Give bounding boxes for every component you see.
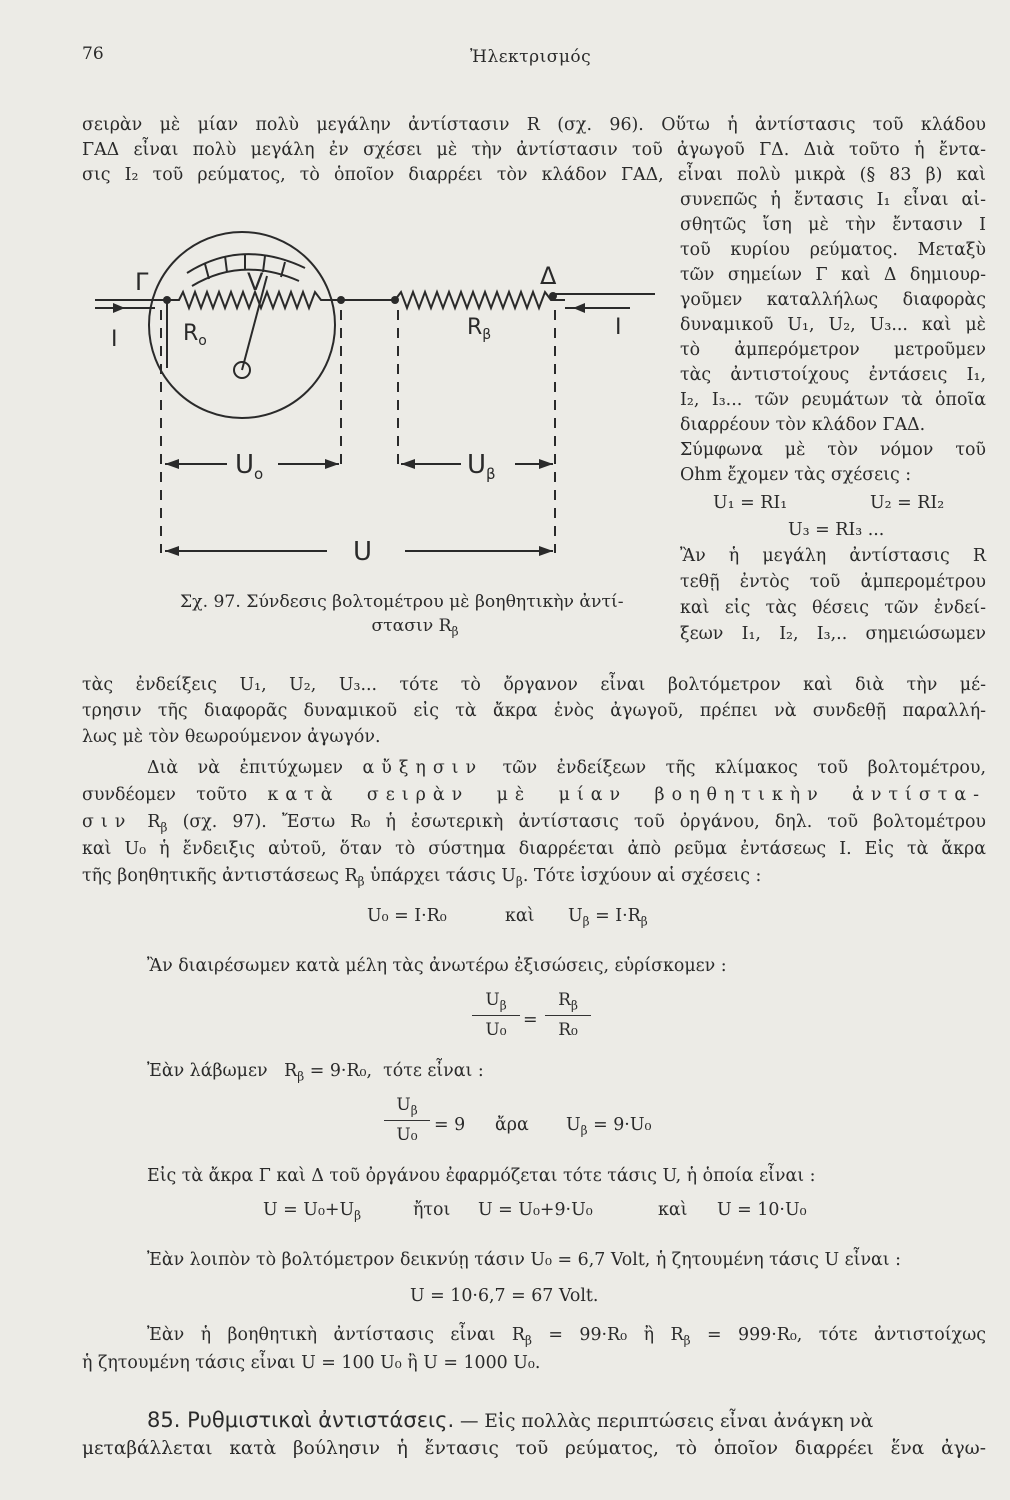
label-delta: Δ: [540, 262, 557, 290]
body-line: σειρὰν μὲ μίαν πολὺ μεγάλην ἀντίστασιν R (σχ. 96). Οὕτω ἡ ἀντίστασις τοῦ κλάδου: [82, 115, 986, 135]
figure-caption: [180, 590, 650, 643]
column-line: τῶν σημείων Γ καὶ Δ δημιουρ-: [680, 265, 986, 285]
fraction-rb-r0: $\frac{R_\beta}{\text{R₀}}$: [545, 990, 591, 1040]
body-line: μεταβάλλεται κατὰ βούλησιν ἡ ἔντασις τοῦ ρεύματος, τὸ ὁποῖον διαρρέει ἕνα ἀγω-: [82, 1438, 986, 1459]
voltmeter-circle: [149, 232, 335, 418]
label-voltmeter: V: [247, 268, 264, 296]
word-itoi: ἤτοι: [413, 1200, 451, 1220]
column-line: συνεπῶς ἡ ἔντασις I₁ εἶναι αἰ-: [680, 190, 986, 210]
equation-sum-3: U = 10·U₀: [717, 1200, 807, 1220]
equation-and: καὶ: [505, 906, 535, 926]
fraction-result: = 9: [434, 1115, 466, 1135]
word-kai: καὶ: [658, 1200, 688, 1220]
column-line: δυναμικοῦ U₁, U₂, U₃... καὶ μὲ: [680, 315, 986, 335]
equation-sum: $U = U_0+U_\beta$: [263, 1200, 362, 1223]
body-line: Εἰς τὰ ἄκρα Γ καὶ Δ τοῦ ὀργάνου ἐφαρμόζεται τότε τάσις U, ἡ ὁποία εἶναι :: [147, 1166, 816, 1186]
equation-ub-9u0: $U_\beta = 9\cdot U_0$: [566, 1115, 652, 1138]
caption-line-2: στασιν $R_\beta$: [371, 616, 459, 639]
column-line: γοῦμεν καταλλήλως διαφορὰς: [680, 290, 986, 310]
equation-u0: U₀ = I·R₀: [367, 906, 447, 926]
column-line: Ἂν ἡ μεγάλη ἀντίστασις R: [680, 546, 986, 566]
fraction-equals: =: [523, 1010, 538, 1030]
column-line: Σύμφωνα μὲ τὸν νόμον τοῦ: [680, 440, 986, 460]
body-line: τὰς ἐνδείξεις U₁, U₂, U₃... τότε τὸ ὄργανον εἶναι βολτόμετρον καὶ διὰ τὴν μέ-: [82, 675, 986, 695]
fraction-ub-u0: $\frac{U_\beta}{\text{U₀}}$: [472, 990, 520, 1040]
column-equation: U₁ = RI₁: [713, 493, 788, 513]
body-line: Διὰ νὰ ἐπιτύχωμεν αὔξησιν τῶν ἐνδείξεων τῆς κλίμακος τοῦ βολτομέτρου,: [147, 758, 986, 778]
label-current-right: I: [615, 315, 622, 340]
column-line: τεθῇ ἐντὸς τοῦ ἀμπερομέτρου: [680, 572, 986, 592]
column-equation: U₃ = RI₃ ...: [788, 520, 885, 540]
equation-ub: $U_\beta = I\cdot R_\beta$: [568, 906, 648, 929]
body-line: τῆς βοηθητικῆς ἀντιστάσεως $R_\beta$ ὑπάρχει τάσις $U_\beta$. Τότε ἰσχύουν αἱ σχέσεις :: [82, 866, 762, 889]
body-line: συνδέομεν τοῦτο κατὰ σειρὰν μὲ μίαν βοηθητικὴν ἀντίστα-: [82, 785, 986, 805]
column-line: διαρρέουν τὸν κλάδον ΓΑΔ.: [680, 415, 926, 435]
label-rb: $R_\beta$: [467, 315, 492, 343]
column-line: τὰς ἀντιστοίχους ἐντάσεις I₁,: [680, 365, 986, 385]
column-line: ξεων I₁, I₂, I₃,.. σημειώσωμεν: [680, 624, 986, 644]
label-u: U: [353, 537, 373, 567]
label-ub: $U_\beta$: [467, 450, 496, 483]
body-line: λως μὲ τὸν θεωρούμενον ἀγωγόν.: [82, 727, 381, 747]
section-title: 85. Ρυθμιστικαὶ ἀντιστάσεις.: [147, 1408, 455, 1432]
page-number: 76: [82, 44, 104, 64]
body-line: ἡ ζητουμένη τάσις εἶναι U = 100 U₀ ἢ U = 1000 U₀.: [82, 1353, 541, 1373]
body-line: Ἐὰν ἡ βοηθητικὴ ἀντίστασις εἶναι $R_\beta = 99\cdot R_0$ ἢ $R_\beta = 999\cdot R_0$, τότε ἀντιστοίχως: [147, 1325, 986, 1348]
column-line: I₂, I₃... τῶν ρευμάτων τὰ ὁποῖα: [680, 390, 986, 410]
word-ara: ἄρα: [495, 1115, 529, 1135]
equation-sum-2: U = U₀+9·U₀: [478, 1200, 593, 1220]
label-r0: $R_o$: [183, 321, 207, 349]
fraction-ub-u0-2: $\frac{U_\beta}{\text{U₀}}$: [384, 1095, 430, 1145]
resistor-rb: [395, 292, 565, 308]
take-line: Ἐὰν λάβωμεν $R_\beta = 9\cdot R_0$, τότε εἶναι :: [147, 1061, 484, 1084]
label-current-left: I: [111, 327, 118, 352]
circuit-diagram: [95, 228, 665, 568]
body-line: ΓΑΔ εἶναι πολὺ μεγάλη ἐν σχέσει μὲ τὴν ἀντίστασιν τοῦ ἀγωγοῦ ΓΔ. Διὰ τοῦτο ἡ ἔντα-: [82, 140, 986, 160]
body-line: σις I₂ τοῦ ρεύματος, τὸ ὁποῖον διαρρέει τὸν κλάδον ΓΑΔ, εἶναι πολὺ μικρὰ (§ 83 β) καὶ: [82, 165, 986, 185]
body-line: σιν $R_\beta$ (σχ. 97). Ἔστω R₀ ἡ ἐσωτερικὴ ἀντίστασις τοῦ ὀργάνου, δηλ. τοῦ βολτομέτρου: [82, 812, 987, 835]
column-line: τοῦ κυρίου ρεύματος. Μεταξὺ: [680, 240, 986, 260]
caption-line-1: Σχ. 97. Σύνδεσις βολτομέτρου μὲ βοηθητικὴν ἀντί-: [180, 592, 624, 612]
section-heading: 85. Ρυθμιστικαὶ ἀντιστάσεις. — Εἰς πολλὰς περιπτώσεις εἶναι ἀνάγκη νὰ: [147, 1408, 874, 1432]
column-equation: U₂ = RI₂: [870, 493, 945, 513]
column-line: καὶ εἰς τὰς θέσεις τῶν ἐνδεί-: [680, 598, 986, 618]
label-gamma: Γ: [135, 268, 149, 296]
body-line: Ἐὰν λοιπὸν τὸ βολτόμετρον δεικνύῃ τάσιν U₀ = 6,7 Volt, ἡ ζητουμένη τάσις U εἶναι :: [147, 1250, 902, 1270]
equation-volt-result: U = 10·6,7 = 67 Volt.: [410, 1286, 599, 1306]
body-line: Ἂν διαιρέσωμεν κατὰ μέλη τὰς ἀνωτέρω ἐξισώσεις, εὑρίσκομεν :: [147, 956, 727, 976]
column-line: σθητῶς ἴση μὲ τὴν ἔντασιν I: [680, 215, 986, 235]
running-head: Ἠλεκτρισμός: [470, 47, 592, 67]
body-line: καὶ U₀ ἡ ἔνδειξις αὐτοῦ, ὅταν τὸ σύστημα διαρρέεται ἀπὸ ρεῦμα ἐντάσεως I. Εἰς τὰ ἄκρα: [82, 839, 986, 859]
column-line: Ohm ἔχομεν τὰς σχέσεις :: [680, 465, 912, 485]
label-u0: $U_o$: [235, 450, 264, 483]
body-line: τρησιν τῆς διαφορᾶς δυναμικοῦ εἰς τὰ ἄκρα ἑνὸς ἀγωγοῦ, πρέπει νὰ συνδεθῇ παραλλή-: [82, 701, 986, 721]
column-line: τὸ ἀμπερόμετρον μετροῦμεν: [680, 340, 986, 360]
